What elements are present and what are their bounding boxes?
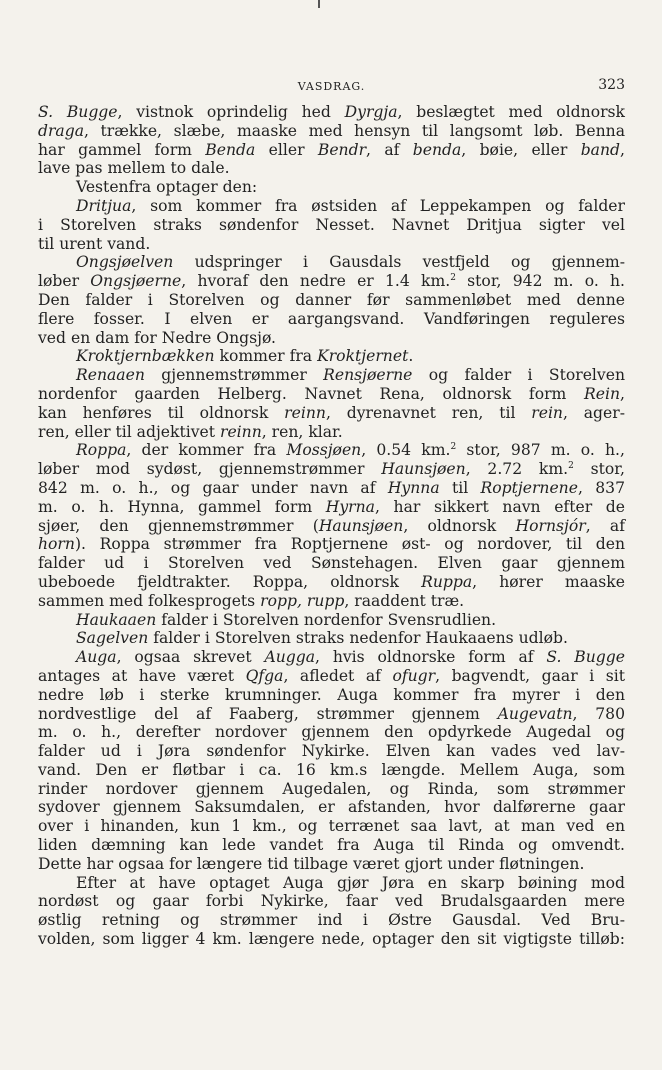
italic-term: Rein bbox=[584, 384, 621, 403]
italic-term: Sagelven bbox=[76, 629, 149, 648]
text-line bbox=[38, 761, 625, 780]
text-segment: i Storelven straks søndenfor Nesset. Navnet Dritjua sigter vel bbox=[38, 215, 625, 234]
text-segment: volden, som ligger 4 km. længere nede, optager den sit vigtigste tilløb: bbox=[38, 930, 625, 949]
italic-term: Renaaen bbox=[76, 366, 145, 385]
text-line bbox=[38, 103, 625, 122]
text-segment: , hvis oldnorske form af bbox=[315, 648, 547, 667]
text-line bbox=[38, 310, 625, 329]
text-segment: , oldnorsk bbox=[403, 516, 516, 535]
text-segment: stor, bbox=[573, 460, 625, 479]
italic-term: Augga bbox=[264, 648, 316, 667]
text-segment: , vistnok oprindelig hed bbox=[117, 103, 345, 121]
text-line bbox=[38, 272, 625, 291]
italic-term: draga bbox=[38, 121, 85, 140]
text-segment: stor, 942 m. o. h. bbox=[455, 272, 625, 291]
italic-term: Augevatn bbox=[497, 704, 573, 723]
text-segment: liden dæmning kan lede vandet fra Auga til Rinda og omvendt. bbox=[38, 836, 625, 855]
text-line bbox=[38, 723, 625, 742]
text-line bbox=[38, 347, 625, 366]
italic-term: Ongsjøelven bbox=[76, 253, 174, 272]
italic-term: S. Bugge bbox=[546, 648, 625, 667]
italic-term: Bendr bbox=[317, 140, 367, 159]
italic-term: reinn bbox=[220, 422, 262, 441]
text-line bbox=[38, 836, 625, 855]
italic-term: Benda bbox=[205, 140, 256, 159]
italic-term: Roppa bbox=[76, 441, 127, 460]
italic-term: Ruppa bbox=[421, 572, 473, 591]
italic-term: horn bbox=[38, 535, 75, 554]
text-line bbox=[38, 517, 625, 536]
italic-term: Dyrgja bbox=[344, 103, 398, 121]
scan-mark bbox=[318, 0, 320, 8]
text-segment: , af bbox=[366, 140, 413, 159]
text-line bbox=[38, 253, 625, 272]
text-segment: vand. Den er fløtbar i ca. 16 km.s længde. Mellem Auga, som bbox=[38, 760, 625, 779]
text-segment: , har sikkert navn efter de bbox=[374, 497, 625, 516]
superscript: 2 bbox=[568, 461, 574, 472]
italic-term: Hynna bbox=[387, 478, 440, 497]
text-line bbox=[38, 423, 625, 442]
text-segment: falder ud i Jøra søndenfor Nykirke. Elven kan vades ved lav- bbox=[38, 742, 625, 761]
text-segment: flere fosser. I elven er aargangsvand. Vandføringen reguleres bbox=[38, 309, 625, 328]
text-segment: , hører maaske bbox=[472, 572, 625, 591]
text-line bbox=[38, 329, 625, 348]
text-segment: nordvestlige del af Faaberg, strømmer gjennem bbox=[38, 704, 498, 723]
text-segment: , ren, klar. bbox=[261, 422, 343, 441]
running-title: VASDRAG. bbox=[297, 80, 366, 93]
text-segment: nordenfor gaarden Helberg. Navnet Rena, oldnorsk form bbox=[38, 384, 585, 403]
italic-term: ropp, rupp bbox=[260, 591, 345, 610]
text-line bbox=[38, 197, 625, 216]
text-segment: , dyrenavnet ren, til bbox=[325, 403, 532, 422]
text-line bbox=[38, 611, 625, 630]
text-line bbox=[38, 460, 625, 479]
text-line bbox=[38, 385, 625, 404]
text-line bbox=[38, 874, 625, 893]
text-line bbox=[38, 686, 625, 705]
text-segment: m. o. h., derefter nordover gjennem den opdyrkede Augedal og bbox=[38, 723, 625, 742]
text-line bbox=[38, 479, 625, 498]
text-segment: 842 m. o. h., og gaar under navn af bbox=[38, 478, 388, 497]
text-line bbox=[38, 780, 625, 799]
text-line bbox=[38, 911, 625, 930]
text-line bbox=[38, 535, 625, 554]
text-line bbox=[38, 592, 625, 611]
italic-term: reinn bbox=[284, 403, 326, 422]
text-segment: , bøie, eller bbox=[461, 140, 581, 159]
text-segment: ). Roppa strømmer fra Roptjernene øst- og nordover, til den bbox=[74, 535, 625, 554]
italic-term: Auga bbox=[76, 648, 117, 667]
italic-term: Hyrna bbox=[325, 497, 375, 516]
text-line bbox=[38, 291, 625, 310]
text-segment: , hvoraf den nedre er 1.4 km. bbox=[181, 272, 451, 291]
text-line bbox=[38, 629, 625, 648]
italic-term: Hornsjór bbox=[515, 516, 586, 535]
body-text bbox=[38, 103, 625, 949]
text-segment: ubeboede fjeldtrakter. Roppa, oldnorsk bbox=[38, 572, 422, 591]
text-line bbox=[38, 122, 625, 141]
text-line bbox=[38, 178, 625, 197]
italic-term: Haukaaen bbox=[76, 610, 157, 629]
italic-term: Roptjernene bbox=[480, 478, 578, 497]
text-segment: Efter at have optaget Auga gjør Jøra en skarp bøining mod bbox=[76, 873, 625, 892]
text-line bbox=[38, 216, 625, 235]
italic-term: Ongsjøerne bbox=[90, 272, 182, 291]
text-segment: ren, eller til adjektivet bbox=[38, 422, 220, 441]
italic-term: Haunsjøen bbox=[318, 516, 404, 535]
text-segment: gjennemstrømmer bbox=[144, 366, 324, 385]
italic-term: Qfga bbox=[245, 666, 284, 685]
text-segment: sydover gjennem Saksumdalen, er afstanden, hvor dalførerne gaar bbox=[38, 798, 625, 817]
text-line bbox=[38, 159, 625, 178]
text-segment: falder i Storelven nordenfor Svensrudlien. bbox=[156, 610, 497, 629]
text-segment: , der kommer fra bbox=[126, 441, 287, 460]
text-line bbox=[38, 705, 625, 724]
text-segment: Dette har ogsaa for længere tid tilbage været gjort under fløtningen. bbox=[38, 854, 585, 873]
page-number: 323 bbox=[598, 77, 625, 93]
text-line bbox=[38, 573, 625, 592]
text-line bbox=[38, 141, 625, 160]
text-segment: ved en dam for Nedre Ongsjø. bbox=[38, 328, 277, 347]
text-segment: løber bbox=[38, 272, 91, 291]
text-line bbox=[38, 855, 625, 874]
text-segment: falder i Storelven straks nedenfor Haukaaens udløb. bbox=[148, 629, 568, 648]
text-segment: , 780 bbox=[572, 704, 625, 723]
text-segment: har gammel form bbox=[38, 140, 206, 159]
text-segment: udspringer i Gausdals vestfjeld og gjennem- bbox=[173, 253, 625, 272]
text-segment: Vestenfra optager den: bbox=[76, 178, 258, 197]
page-header bbox=[38, 77, 625, 97]
text-segment: kan henføres til oldnorsk bbox=[38, 403, 285, 422]
italic-term: rein bbox=[531, 403, 563, 422]
text-segment: , beslægtet med oldnorsk bbox=[397, 103, 625, 121]
text-segment: over i hinanden, kun 1 km., og terrænet saa lavt, at man ved en bbox=[38, 817, 625, 836]
italic-term: Mossjøen bbox=[286, 441, 362, 460]
text-segment: stor, 987 m. o. h., bbox=[456, 441, 625, 460]
italic-term: Dritjua bbox=[76, 196, 132, 215]
text-segment: løber mod sydøst, gjennemstrømmer bbox=[38, 460, 382, 479]
text-segment: , afledet af bbox=[283, 666, 393, 685]
text-segment: sammen med folkesprogets bbox=[38, 591, 261, 610]
text-segment: , 837 bbox=[577, 478, 626, 497]
text-segment: rinder nordover gjennem Augedalen, og Rinda, som strømmer bbox=[38, 779, 625, 798]
text-segment: Den falder i Storelven og danner før sammenløbet med denne bbox=[38, 290, 625, 309]
text-segment: , ogsaa skrevet bbox=[116, 648, 265, 667]
text-line bbox=[38, 648, 625, 667]
text-line bbox=[38, 798, 625, 817]
text-segment: , raaddent træ. bbox=[344, 591, 465, 610]
text-segment: , som kommer fra østsiden af Leppekampen og falder bbox=[131, 196, 625, 215]
text-segment: , bbox=[620, 384, 625, 403]
text-segment: m. o. h. Hynna, gammel form bbox=[38, 497, 326, 516]
text-segment: , ager- bbox=[562, 403, 625, 422]
text-line bbox=[38, 441, 625, 460]
text-line bbox=[38, 817, 625, 836]
text-segment: nordøst og gaar forbi Nykirke, faar ved Brudalsgaarden mere bbox=[38, 892, 625, 911]
italic-term: band bbox=[580, 140, 620, 159]
text-segment: . bbox=[408, 347, 414, 366]
text-segment: falder ud i Storelven ved Sønstehagen. Elven gaar gjennem bbox=[38, 554, 625, 573]
text-line bbox=[38, 404, 625, 423]
text-line bbox=[38, 930, 625, 949]
text-segment: , bbox=[620, 140, 625, 159]
italic-term: Kroktjernbækken bbox=[76, 347, 215, 366]
text-segment: og falder i Storelven bbox=[412, 366, 625, 385]
text-line bbox=[38, 667, 625, 686]
text-segment: , 0.54 km. bbox=[361, 441, 451, 460]
superscript: 2 bbox=[450, 273, 456, 284]
text-segment: kommer fra bbox=[214, 347, 318, 366]
text-segment: , af bbox=[585, 516, 625, 535]
superscript: 2 bbox=[450, 442, 457, 453]
text-segment: eller bbox=[255, 140, 318, 159]
text-segment: , 2.72 km. bbox=[465, 460, 569, 479]
text-segment: lave pas mellem to dale. bbox=[38, 159, 230, 178]
text-segment: nedre løb i sterke krumninger. Auga kommer fra myrer i den bbox=[38, 685, 625, 704]
text-line bbox=[38, 554, 625, 573]
text-segment: antages at have været bbox=[38, 666, 246, 685]
text-line bbox=[38, 366, 625, 385]
italic-term: Rensjøerne bbox=[323, 366, 413, 385]
italic-term: benda bbox=[412, 140, 462, 159]
text-segment: , trække, slæbe, maaske med hensyn til langsomt løb. Benna bbox=[84, 121, 625, 140]
italic-term: S. Bugge bbox=[38, 103, 118, 121]
text-segment: , bagvendt, gaar i sit bbox=[435, 666, 625, 685]
italic-term: ofugr bbox=[392, 666, 436, 685]
text-line bbox=[38, 498, 625, 517]
text-line bbox=[38, 742, 625, 761]
text-segment: østlig retning og strømmer ind i Østre Gausdal. Ved Bru- bbox=[38, 911, 625, 930]
text-line bbox=[38, 235, 625, 254]
italic-term: Kroktjernet bbox=[317, 347, 409, 366]
text-segment: sjøer, den gjennemstrømmer ( bbox=[38, 516, 319, 535]
italic-term: Haunsjøen bbox=[381, 460, 466, 479]
text-line bbox=[38, 892, 625, 911]
text-segment: til urent vand. bbox=[38, 234, 151, 253]
text-segment: til bbox=[439, 478, 481, 497]
